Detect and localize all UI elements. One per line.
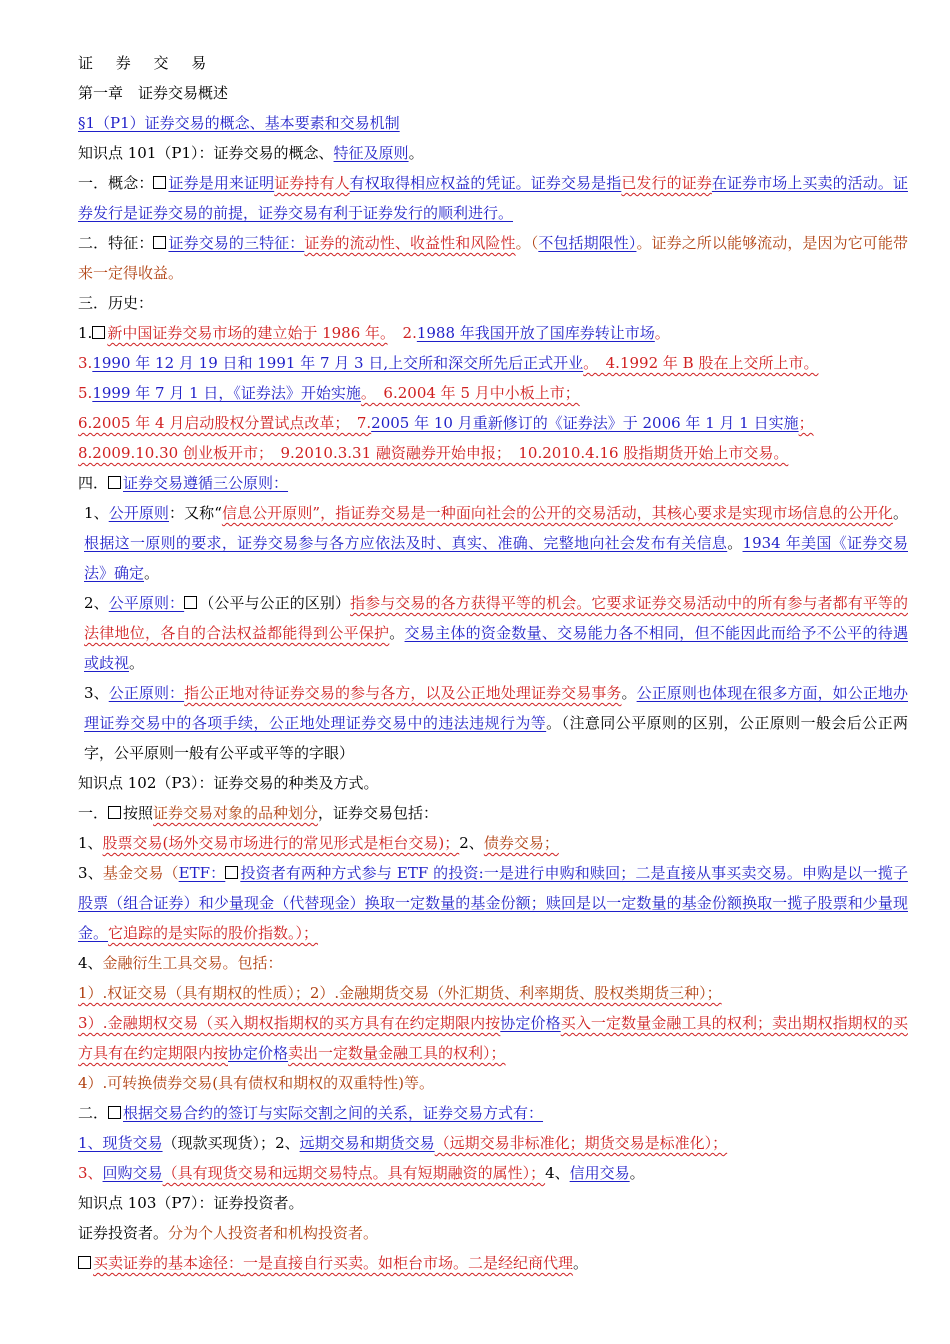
concept-text-c: 有权取得相应权益的凭证。证券交易是指 — [349, 174, 622, 192]
history-text: 。 4.1992 年 B 股在上交所上市。 — [583, 354, 819, 372]
method-text: 。 — [629, 1164, 645, 1182]
method-text: 根据交易合约的签订与实际交割之间的关系，证券交易方式有： — [123, 1104, 544, 1122]
principle-text: ：又称“ — [169, 504, 222, 522]
principle-fair — [78, 588, 908, 678]
investor-text: 买卖证券的基本途径： — [93, 1254, 244, 1272]
derivative-text: 协定价格 — [500, 1014, 561, 1032]
principle-label: 四． — [78, 474, 109, 492]
method-text: 回购交易 — [102, 1164, 163, 1182]
method-text: （具有现货交易和远期交易特点。具有短期融资的属性）； — [162, 1164, 546, 1182]
derivative-options — [78, 1008, 908, 1068]
type-text: 证券交易对象的品种划分 — [153, 804, 319, 822]
method-label: 二． — [78, 1104, 109, 1122]
principle-text: 。（注意同公平原则的区别，公正原则一般会后公正两字，公平原则一般有公平或平等的字眼） — [84, 714, 908, 762]
kp103-heading: 知识点 103（P7）：证券投资者。 — [78, 1194, 304, 1212]
principle-num: 2、 — [84, 594, 109, 612]
kp102-heading: 知识点 102（P3）：证券交易的种类及方式。 — [78, 774, 379, 792]
type-num: 1、 — [78, 834, 103, 852]
method-text: 远期交易和期货交易 — [299, 1134, 435, 1152]
method-num: 3、 — [78, 1164, 103, 1182]
feature-text-b: 证券的流动性、收益性和风险性 — [304, 234, 516, 252]
type-num: 3、 — [78, 864, 103, 882]
principle-text: 。 — [727, 534, 743, 552]
history-num: 1. — [78, 324, 93, 342]
method-line-1 — [78, 1128, 908, 1158]
history-text: 8.2009.10.30 创业板开市； 9.2010.3.31 融资融券开始申报； 10.2010.4.16 股指期货开始上市交易。 — [78, 444, 789, 462]
checkbox-icon — [78, 1256, 91, 1269]
history-text: 6.2005 年 4 月启动股权分置试点改革； 7. — [78, 414, 372, 432]
type-text: 投资者有两种方式参与 ETF 的投资:一是进行申购和赎回；二是直接从事买卖交易。申购是以一揽子股票（组合证券）和少量现金（代替现金）换取一定数量的基金份额；赎回是以一定数量的基金份额换取一揽子股票和少量现金。 — [78, 864, 908, 942]
method-heading — [78, 1098, 908, 1128]
principle-text: 证券交易遵循三公原则： — [123, 474, 289, 492]
principle-text: 指公正地对待证券交易的参与各方，以及公正地处理证券交易事务 — [184, 684, 622, 702]
feature-text-d: 不包括期限性） — [538, 234, 637, 252]
document-page — [78, 48, 908, 1278]
principle-name: 公平原则： — [108, 594, 185, 612]
concept-text-a: 证券是用来证明 — [168, 174, 275, 192]
type-num: 4、 — [78, 954, 103, 972]
type-text: 它追踪的是实际的股价指数。）； — [108, 924, 319, 942]
history-line-2 — [78, 348, 908, 378]
derivative-text: 1）.权证交易（具有期权的性质）；2）.金融期货交易（外汇期货、利率期货、股权类期货三种）； — [78, 984, 722, 1002]
type-text: 按照 — [123, 804, 154, 822]
investor-text: 。 — [573, 1254, 589, 1272]
history-text: 。 — [654, 324, 670, 342]
type-num: 2、 — [459, 834, 484, 852]
type-text: ，证券交易包括： — [318, 804, 439, 822]
derivative-text: 卖出一定数量金融工具的权利）； — [288, 1044, 506, 1062]
type-text: 股票交易(场外交易市场进行的常见形式是柜台交易)； — [102, 834, 460, 852]
principle-open — [78, 498, 908, 588]
principle-text: 。 — [621, 684, 637, 702]
type-text: 基金交易（ — [102, 864, 179, 882]
principle-text: 1934 年美国《证券交易法》确定 — [84, 534, 908, 582]
history-text: 新中国证券交易市场的建立始于 1986 年。 — [107, 324, 388, 342]
history-line-1 — [78, 318, 908, 348]
method-text: 信用交易 — [569, 1164, 630, 1182]
kp101-heading — [78, 138, 908, 168]
method-text: 1、现货交易 — [78, 1134, 163, 1152]
principle-text: 根据这一原则的要求，证券交易参与各方应依法及时、真实、准确、完整地向社会发布有关信息 — [84, 534, 728, 552]
type-text: ETF： — [178, 864, 226, 882]
concept-paragraph — [78, 168, 908, 228]
principle-text: 。 — [389, 624, 405, 642]
concept-text-d: 已发行的证券 — [621, 174, 712, 192]
feature-text-c: 。（ — [515, 234, 539, 252]
concept-text-e: 在证券市场上买卖的活动。 — [711, 174, 893, 192]
principle-text: 公正原则也体现在很多方面，如公正地办理证券交易中的各项手续，公正地处理证券交易中的违法违规行为等 — [84, 684, 908, 732]
method-num: 2、 — [275, 1134, 300, 1152]
method-line-2 — [78, 1158, 908, 1188]
principle-text: 。 — [892, 504, 908, 522]
history-num: 3. — [78, 354, 93, 372]
history-num: 2. — [387, 324, 417, 342]
checkbox-icon — [108, 1106, 121, 1119]
investor-text: 证券投资者。 — [78, 1224, 169, 1242]
principle-text: 。 — [144, 564, 160, 582]
type-fund — [78, 858, 908, 948]
method-num: 4、 — [545, 1164, 570, 1182]
concept-text-f: 证券发行是证券交易的前提，证券交易有利于证券发行的顺利进行。 — [78, 174, 908, 222]
derivative-text: 3）.金融期权交易（买入期权指期权的买方具有在约定期限内按 — [78, 1014, 501, 1032]
investor-text: 一是直接自行买卖。如柜台市场。二是经纪商代理 — [243, 1254, 574, 1272]
history-num: 5. — [78, 384, 93, 402]
derivative-text: 4）.可转换债券交易(具有债权和期权的双重特性)等。 — [78, 1074, 435, 1092]
principle-just — [78, 678, 908, 768]
principle-text: 。 — [129, 654, 145, 672]
method-text: （远期交易非标准化；期货交易是标准化）； — [434, 1134, 728, 1152]
type-derivative — [78, 948, 908, 978]
checkbox-icon — [225, 866, 238, 879]
derivative-line-1 — [78, 978, 908, 1008]
history-line-4 — [78, 408, 908, 438]
history-text: 1990 年 12 月 19 日和 1991 年 7 月 3 日,上交所和深交所先后正式开业 — [92, 354, 584, 372]
type-text: 金融衍生工具交易。包括： — [102, 954, 283, 972]
principle-heading — [78, 468, 908, 498]
history-line-5 — [78, 438, 908, 468]
type-heading — [78, 798, 908, 828]
principle-text: 信息公开原则”，指证券交易是一种面向社会的公开的交易活动，其核心要求是实现市场信息的公开化 — [221, 504, 893, 522]
investor-line-1 — [78, 1218, 908, 1248]
section-heading: §1（P1）证券交易的概念、基本要素和交易机制 — [78, 114, 400, 132]
principle-text: 交易主体的资金数量、交易能力各不相同，但不能因此而给予不公平的待遇或歧视 — [84, 624, 908, 672]
feature-text-a: 证券交易的三特征： — [168, 234, 305, 252]
type-label: 一． — [78, 804, 109, 822]
doc-title: 证 券 交 易 — [78, 54, 216, 72]
chapter-heading: 第一章 证券交易概述 — [78, 84, 229, 102]
derivative-text: 买入一定数量金融工具的权利；卖出期权指期权的买方具有在约定期限内按 — [78, 1014, 908, 1062]
checkbox-icon — [108, 806, 121, 819]
concept-label: 一．概念： — [78, 174, 154, 192]
derivative-line-3 — [78, 1068, 908, 1098]
kp101-heading-text: 知识点 101（P1）：证券交易的概念、 — [78, 144, 334, 162]
checkbox-icon — [184, 596, 197, 609]
feature-label: 二．特征： — [78, 234, 154, 252]
principle-text: （公平与公正的区别） — [199, 594, 351, 612]
feature-text-e: 。证券之所以能够流动，是因为它可能带来一定得收益。 — [78, 234, 908, 282]
checkbox-icon — [153, 236, 166, 249]
kp101-heading-end: 。 — [408, 144, 424, 162]
principle-name: 公正原则： — [108, 684, 185, 702]
checkbox-icon — [92, 326, 105, 339]
type-text: 债券交易； — [483, 834, 559, 852]
checkbox-icon — [153, 176, 166, 189]
method-text: （现款买现货）； — [162, 1134, 276, 1152]
history-text: 2005 年 10 月重新修订的《证券法》于 2006 年 1 月 1 日实施 — [371, 414, 799, 432]
concept-text-b: 证券持有人 — [274, 174, 350, 192]
investor-line-2 — [78, 1248, 908, 1278]
history-label: 三．历史： — [78, 294, 154, 312]
feature-paragraph — [78, 228, 908, 288]
principle-num: 1、 — [84, 504, 109, 522]
type-line-1 — [78, 828, 908, 858]
principle-text: 指参与交易的各方获得平等的机会。它要求证券交易活动中的所有参与者都有平等的法律地位，各自的合法权益都能得到公平保护 — [84, 594, 908, 642]
checkbox-icon — [108, 476, 121, 489]
kp101-heading-link: 特征及原则 — [333, 144, 409, 162]
principle-num: 3、 — [84, 684, 109, 702]
investor-text: 分为个人投资者和机构投资者。 — [168, 1224, 379, 1242]
history-text: ； — [798, 414, 814, 432]
history-text: 。 6.2004 年 5 月中小板上市； — [360, 384, 580, 402]
history-line-3 — [78, 378, 908, 408]
history-text: 1988 年我国开放了国库券转让市场 — [416, 324, 655, 342]
history-text: 1999 年 7 月 1 日，《证券法》开始实施 — [92, 384, 361, 402]
derivative-text: 协定价格 — [228, 1044, 289, 1062]
principle-name: 公开原则 — [108, 504, 169, 522]
